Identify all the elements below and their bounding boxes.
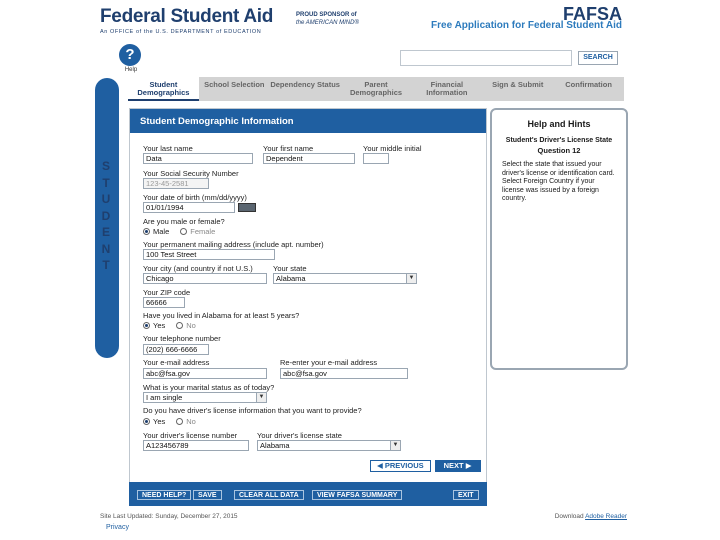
clear-all-button[interactable]: CLEAR ALL DATA [234, 490, 304, 500]
marital-select[interactable] [143, 392, 267, 403]
previous-button[interactable]: ◀ PREVIOUS [370, 460, 431, 472]
fafsa-logo-text: FAFSA [562, 4, 622, 24]
brand-tagline: An OFFICE of the U.S. DEPARTMENT of EDUCATION [100, 29, 262, 35]
male-label: Male [153, 227, 170, 236]
first-name-label: Your first name [263, 144, 314, 153]
sponsor-line2: the AMERICAN MIND® [296, 20, 359, 26]
resident-no-radio[interactable] [176, 322, 183, 329]
license-no-label: No [186, 417, 196, 426]
form-navigation [370, 460, 481, 472]
zip-label: Your ZIP code [143, 288, 191, 297]
zip-field[interactable]: 66666 [143, 297, 185, 308]
female-label: Female [190, 227, 216, 236]
help-panel-subtitle: Student's Driver's License State [505, 137, 613, 144]
license-radio-group [143, 417, 204, 426]
help-panel-title: Help and Hints [527, 119, 591, 129]
phone-label: Your telephone number [143, 334, 221, 343]
help-panel-text: Select the state that issued your driver's license or identification card. Select Foreign Country if your license was issued by a foreign country. [502, 161, 615, 202]
tab-financial-information[interactable]: Financial Information [426, 80, 468, 97]
marital-label: What is your marital status as of today? [143, 383, 275, 392]
side-letter: S [101, 159, 110, 173]
city-label: Your city (and country if not U.S.) [143, 264, 253, 273]
fafsa-subtitle: Free Application for Federal Student Aid [431, 20, 622, 31]
tab-parent-demographics[interactable]: Parent Demographics [349, 80, 403, 97]
state-select[interactable] [273, 273, 417, 284]
side-letter: T [102, 258, 110, 272]
side-letter: N [101, 241, 111, 256]
phone-field[interactable]: (202) 666-6666 [143, 344, 209, 355]
address-label: Your permanent mailing address (include apt. number) [143, 240, 324, 249]
last-updated-text: Site Last Updated: Sunday, December 27, 2015 [100, 513, 238, 520]
next-button[interactable]: NEXT ▶ [435, 460, 481, 472]
license-state-label: Your driver's license state [257, 431, 342, 440]
last-name-label: Your last name [143, 144, 193, 153]
help-icon: ? [119, 44, 141, 66]
resident-yes-label: Yes [153, 321, 166, 330]
side-letter: T [102, 175, 110, 190]
first-name-field[interactable]: Dependent [263, 153, 355, 164]
chevron-down-icon: ▼ [256, 393, 266, 402]
state-label: Your state [273, 264, 307, 273]
side-letter: E [101, 225, 110, 239]
exit-button[interactable]: EXIT [453, 490, 479, 500]
chevron-down-icon: ▼ [390, 441, 400, 450]
need-help-button[interactable]: NEED HELP? [137, 490, 191, 500]
license-no-radio[interactable] [176, 418, 183, 425]
license-yes-radio[interactable] [143, 418, 150, 425]
resident-label: Have you lived in Alabama for at least 5 years? [143, 311, 300, 320]
female-radio[interactable] [180, 228, 187, 235]
save-button[interactable]: SAVE [193, 490, 222, 500]
download-reader [555, 513, 627, 520]
chevron-down-icon: ▼ [406, 274, 416, 283]
sponsor-text [296, 11, 386, 27]
ssn-field[interactable]: 123-45-2581 [143, 178, 209, 189]
license-state-select[interactable] [257, 440, 401, 451]
brand-part1: Federal [100, 6, 171, 27]
search-button[interactable]: SEARCH [578, 51, 618, 65]
email-field[interactable]: abc@fsa.gov [143, 368, 267, 379]
address-field[interactable]: 100 Test Street [143, 249, 275, 260]
license-number-label: Your driver's license number [143, 431, 238, 440]
email-confirm-label: Re-enter your e-mail address [280, 358, 378, 367]
license-state-value: Alabama [260, 441, 290, 450]
adobe-reader-link[interactable]: Adobe Reader [585, 513, 627, 520]
male-radio[interactable] [143, 228, 150, 235]
last-name-field[interactable]: Data [143, 153, 253, 164]
side-word [95, 158, 117, 274]
marital-value: I am single [146, 393, 183, 402]
dob-label: Your date of birth (mm/dd/yyyy) [143, 193, 247, 202]
email-label: Your e-mail address [143, 358, 210, 367]
brand-part2: Student Aid [170, 6, 274, 27]
download-prefix: Download [554, 513, 586, 520]
resident-yes-radio[interactable] [143, 322, 150, 329]
state-value: Alabama [276, 274, 306, 283]
previous-label: PREVIOUS [384, 461, 424, 470]
tab-dependency-status[interactable]: Dependency Status [270, 80, 340, 89]
help-button[interactable] [119, 44, 143, 73]
license-number-field[interactable]: A123456789 [143, 440, 249, 451]
next-label: NEXT [443, 461, 464, 470]
help-label: Help [124, 67, 138, 73]
license-yes-label: Yes [153, 417, 166, 426]
resident-radio-group [143, 321, 204, 330]
gender-label: Are you male or female? [143, 217, 225, 226]
resident-no-label: No [186, 321, 196, 330]
tab-student-demographics[interactable]: Student Demographics [128, 77, 199, 101]
license-question-label: Do you have driver's license information that you want to provide? [143, 406, 362, 415]
side-letter: D [101, 208, 111, 223]
sponsor-line1: PROUD SPONSOR of [296, 12, 357, 18]
view-summary-button[interactable]: VIEW FAFSA SUMMARY [312, 490, 402, 500]
section-tabs [128, 77, 624, 101]
fsa-logo [100, 6, 273, 35]
help-hints-panel [490, 108, 628, 370]
search-input[interactable] [400, 50, 572, 66]
dob-field[interactable]: 01/01/1994 [143, 202, 235, 213]
tab-confirmation[interactable]: Confirmation [565, 80, 612, 89]
middle-initial-label: Your middle initial [363, 144, 422, 153]
middle-initial-field[interactable] [363, 153, 389, 164]
tab-school-selection[interactable]: School Selection [204, 80, 265, 89]
ssn-label: Your Social Security Number [143, 169, 239, 178]
privacy-link[interactable]: Privacy [106, 524, 129, 531]
gender-radio-group [143, 227, 223, 236]
tab-sign-submit[interactable]: Sign & Submit [492, 80, 544, 89]
side-letter: U [101, 192, 111, 206]
form-action-bar [129, 482, 487, 506]
city-field[interactable]: Chicago [143, 273, 267, 284]
calendar-icon[interactable] [238, 203, 256, 212]
email-confirm-field[interactable]: abc@fsa.gov [280, 368, 408, 379]
form-title: Student Demographic Information [130, 109, 486, 133]
help-panel-question: Question 12 [537, 146, 581, 155]
